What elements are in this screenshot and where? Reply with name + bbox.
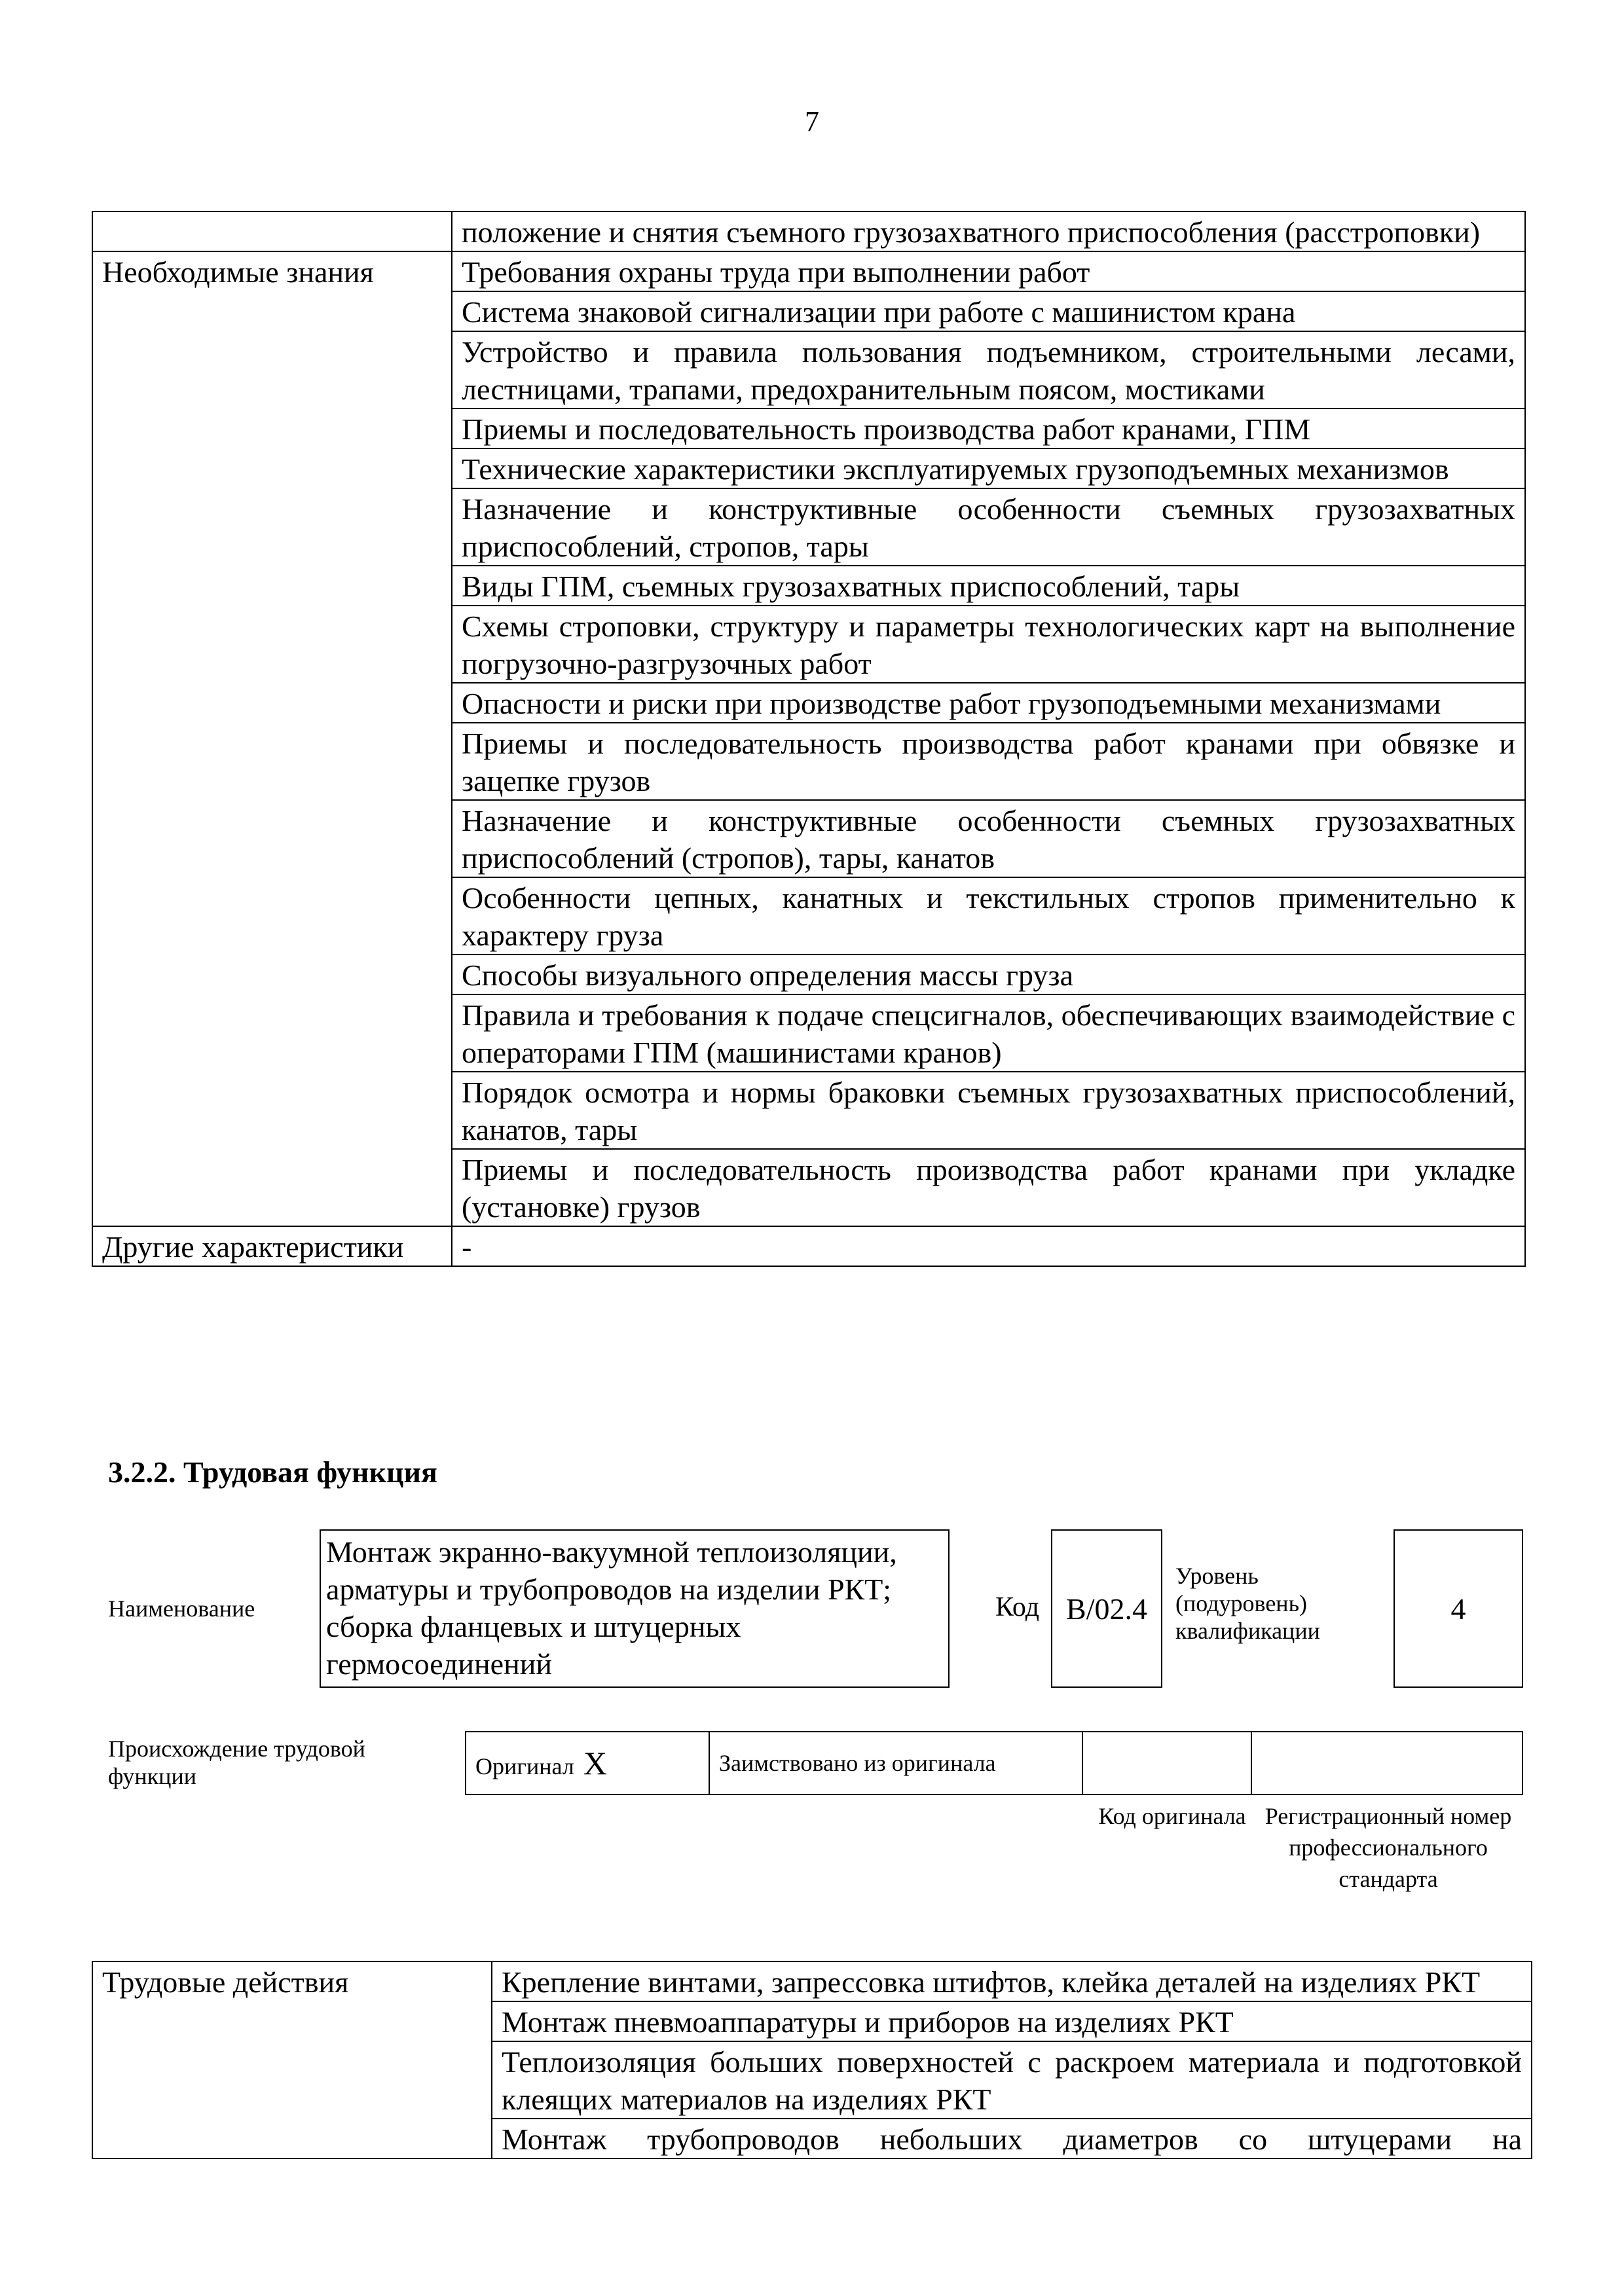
- labor-action-item: Монтаж трубопроводов небольших диаметров со штуцерами на: [492, 2119, 1532, 2159]
- labor-action-item: Крепление винтами, запрессовка штифтов, клейка деталей на изделиях РКТ: [492, 1961, 1532, 2001]
- section-heading: 3.2.2. Трудовая функция: [108, 1455, 437, 1489]
- origin-code-cell: [1082, 1732, 1251, 1795]
- code-label: Код: [995, 1592, 1040, 1622]
- table-row: [92, 1961, 1532, 2001]
- name-label: Наименование: [108, 1595, 255, 1622]
- origin-table: [465, 1731, 1523, 1795]
- knowledge-item: Назначение и конструктивные особенности съемных грузозахватных приспособлений, стропов, тары: [452, 488, 1525, 566]
- other-characteristics-value: -: [452, 1226, 1525, 1266]
- empty-label-cell: [92, 211, 452, 251]
- qualification-level-box: 4: [1393, 1529, 1523, 1688]
- continuation-cell: положение и снятия съемного грузозахватного приспособления (расстроповки): [452, 211, 1525, 251]
- knowledge-item: Опасности и риски при производстве работ грузоподъемными механизмами: [452, 683, 1525, 723]
- registration-number-caption: Регистрационный номер профессионального стандарта: [1264, 1803, 1512, 1892]
- labor-actions-label: Трудовые действия: [92, 1961, 492, 2159]
- knowledge-item: Требования охраны труда при выполнении работ: [452, 251, 1525, 291]
- table-row: [92, 251, 1525, 291]
- knowledge-item: Приемы и последовательность производства работ кранами при укладке (установке) грузов: [452, 1149, 1525, 1226]
- function-name-box: Монтаж экранно-вакуумной теплоизоляции, арматуры и трубопроводов на изделии РКТ; сборка фланцевых и штуцерных гермосоединений: [320, 1529, 950, 1688]
- origin-borrowed-label: Заимствовано из оригинала: [709, 1732, 1082, 1795]
- origin-original-cell: [466, 1732, 709, 1795]
- knowledge-item: Правила и требования к подаче спецсигналов, обеспечивающих взаимодействие с операторами ГПМ (машинистами кранов): [452, 994, 1525, 1072]
- origin-label: Происхождение трудовой функции: [108, 1736, 365, 1789]
- knowledge-item: Виды ГПМ, съемных грузозахватных приспособлений, тары: [452, 566, 1525, 606]
- qualification-level-label: Уровень (подуровень) квалификации: [1175, 1563, 1320, 1644]
- table-row: [92, 211, 1525, 251]
- knowledge-item: Назначение и конструктивные особенности съемных грузозахватных приспособлений (стропов), тары, канатов: [452, 800, 1525, 877]
- knowledge-label: Необходимые знания: [92, 251, 452, 1226]
- knowledge-item: Способы визуального определения массы груза: [452, 955, 1525, 994]
- other-characteristics-label: Другие характеристики: [92, 1226, 452, 1266]
- origin-x-mark: X: [583, 1745, 607, 1781]
- page-number: 7: [805, 105, 819, 137]
- knowledge-item: Технические характеристики эксплуатируемых грузоподъемных механизмов: [452, 448, 1525, 488]
- origin-code-caption: Код оригинала: [1098, 1803, 1246, 1829]
- knowledge-item: Система знаковой сигнализации при работе с машинистом крана: [452, 291, 1525, 331]
- knowledge-item: Устройство и правила пользования подъемником, строительными лесами, лестницами, трапами, предохранительным поясом, мостиками: [452, 331, 1525, 409]
- labor-action-item: Теплоизоляция больших поверхностей с раскроем материала и подготовкой клеящих материалов на изделиях РКТ: [492, 2041, 1532, 2119]
- knowledge-item: Схемы строповки, структуру и параметры технологических карт на выполнение погрузочно-разгрузочных работ: [452, 606, 1525, 683]
- origin-reg-number-cell: [1251, 1732, 1522, 1795]
- knowledge-item: Приемы и последовательность производства работ кранами, ГПМ: [452, 409, 1525, 448]
- knowledge-item: Особенности цепных, канатных и текстильных стропов применительно к характеру груза: [452, 877, 1525, 955]
- table-row: [466, 1732, 1522, 1795]
- origin-original-label: Оригинал: [475, 1753, 574, 1779]
- knowledge-item: Порядок осмотра и нормы браковки съемных грузозахватных приспособлений, канатов, тары: [452, 1072, 1525, 1149]
- labor-actions-table: [92, 1961, 1532, 2159]
- knowledge-item: Приемы и последовательность производства работ кранами при обвязке и зацепке грузов: [452, 723, 1525, 800]
- knowledge-table: [92, 211, 1526, 1267]
- code-value-box: В/02.4: [1051, 1529, 1162, 1688]
- table-row: [92, 1226, 1525, 1266]
- labor-action-item: Монтаж пневмоаппаратуры и приборов на изделиях РКТ: [492, 2001, 1532, 2041]
